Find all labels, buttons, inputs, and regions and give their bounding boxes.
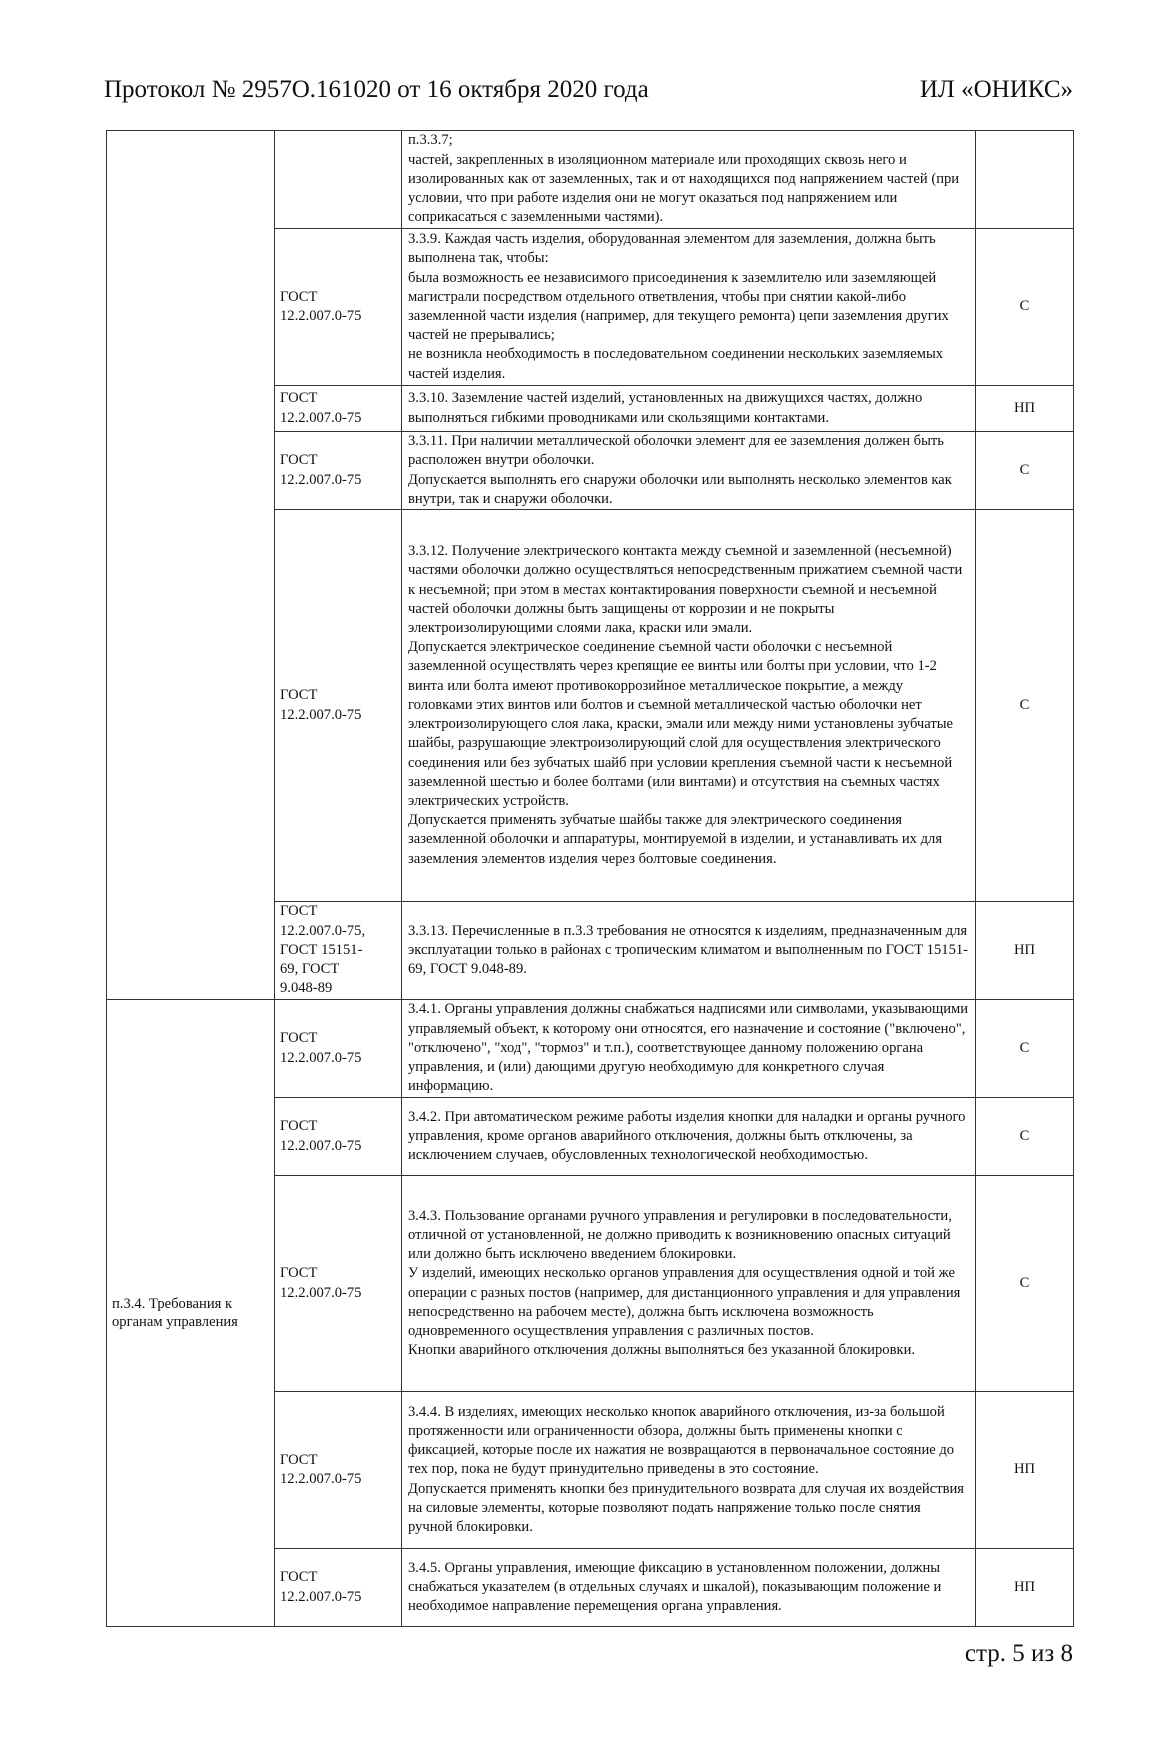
gost-reference-cell bbox=[275, 131, 402, 229]
gost-reference-line: 12.2.007.0-75 bbox=[280, 1284, 362, 1301]
compliance-result-cell: НП bbox=[976, 386, 1074, 432]
requirement-paragraph: Кнопки аварийного отключения должны выполняться без указанной блокировки. bbox=[408, 1342, 916, 1359]
gost-reference-line: 12.2.007.0-75 bbox=[280, 409, 362, 426]
gost-reference-line: 12.2.007.0-75 bbox=[280, 1049, 362, 1066]
requirement-text-cell bbox=[402, 1549, 976, 1627]
gost-reference-cell bbox=[275, 510, 402, 902]
gost-reference-line: ГОСТ bbox=[280, 452, 318, 469]
compliance-result-cell: НП bbox=[976, 1392, 1074, 1549]
requirement-paragraph: 3.3.9. Каждая часть изделия, оборудованная элементом для заземления, должна быть выполнена так, чтобы: bbox=[408, 231, 936, 267]
requirement-paragraph: 3.4.3. Пользование органами ручного управления и регулировки в последовательности, отличной от установленной, не должно приводить к возникновению опасных ситуаций или должно быть исключено введением блокировки. bbox=[408, 1207, 952, 1263]
requirement-text-cell bbox=[402, 131, 976, 229]
requirement-paragraph: 3.3.11. При наличии металлической оболочки элемент для ее заземления должен быть расположен внутри оболочки. bbox=[408, 433, 944, 469]
gost-reference-line: 12.2.007.0-75 bbox=[280, 1471, 362, 1487]
requirements-table bbox=[106, 130, 1074, 1627]
gost-reference-cell bbox=[275, 1549, 402, 1627]
page-header bbox=[104, 72, 1073, 108]
requirement-text-cell bbox=[402, 902, 976, 1000]
gost-reference-line: ГОСТ 15151- bbox=[280, 941, 363, 958]
requirement-paragraph: не возникла необходимость в последовательном соединении нескольких заземляемых частей изделия. bbox=[408, 346, 944, 382]
compliance-result-cell: С bbox=[976, 1098, 1074, 1176]
protocol-title: Протокол № 2957О.161020 от 16 октября 2020 года bbox=[104, 76, 649, 103]
gost-reference-line: 12.2.007.0-75, bbox=[280, 922, 366, 939]
requirement-paragraph: частей, закрепленных в изоляционном материале или проходящих сквозь него и изолированных как от заземленных, так и от находящихся под напряжением частей (при условии, что при работе изделия они не могут оказаться под напряжением или соприкасаться с заземленными частями). bbox=[408, 151, 960, 226]
gost-reference-line: ГОСТ bbox=[280, 1569, 318, 1586]
requirement-paragraph: Допускается применять кнопки без принудительного возврата для случая их воздействия на силовые элементы, которые позволяют подать напряжение только после снятия ручной блокировки. bbox=[408, 1480, 965, 1535]
requirement-text-cell bbox=[402, 229, 976, 386]
gost-reference-line: ГОСТ bbox=[280, 687, 318, 704]
requirement-text-cell bbox=[402, 1098, 976, 1176]
section-title-cell: п.3.4. Требования к органам управления bbox=[107, 1000, 275, 1627]
requirements-table-wrap bbox=[106, 130, 1073, 1627]
requirement-text-cell bbox=[402, 386, 976, 432]
gost-reference-line: ГОСТ bbox=[280, 903, 318, 920]
requirement-paragraph: У изделий, имеющих несколько органов управления для осуществления одной и той же операции с разных постов (например, для дистанционного управления и для управления непосредственно на рабочем месте), должна быть исключена возможность одновременного осуществления управления с различных постов. bbox=[408, 1265, 961, 1339]
gost-reference-line: ГОСТ bbox=[280, 288, 318, 305]
lab-name: ИЛ «ОНИКС» bbox=[919, 76, 1073, 103]
table-row bbox=[107, 1000, 1074, 1098]
requirement-text-cell bbox=[402, 1000, 976, 1098]
gost-reference-line: 12.2.007.0-75 bbox=[280, 308, 362, 324]
gost-reference-cell bbox=[275, 902, 402, 1000]
gost-reference-cell bbox=[275, 1392, 402, 1549]
gost-reference-cell bbox=[275, 229, 402, 386]
requirement-paragraph: Допускается применять зубчатые шайбы также для электрического соединения заземленной оболочки и аппаратуры, монтируемой в изделии, и устанавливать их для заземления элементов изделия через болтовые соединения. bbox=[408, 812, 943, 867]
gost-reference-cell bbox=[275, 1098, 402, 1176]
gost-reference-line: ГОСТ bbox=[280, 1030, 318, 1047]
compliance-result-cell: С bbox=[976, 229, 1074, 386]
requirement-paragraph: 3.3.13. Перечисленные в п.3.3 требования не относятся к изделиям, предназначенным для эксплуатации только в районах с тропическим климатом и выполненным по ГОСТ 15151-69, ГОСТ 9.048-89. bbox=[408, 922, 969, 978]
gost-reference-cell bbox=[275, 432, 402, 510]
requirement-paragraph: 3.4.2. При автоматическом режиме работы изделия кнопки для наладки и органы ручного управления, кроме органов аварийного отключения, должны быть отключены, за исключением случаев, обусловленных технологической необходимостью. bbox=[408, 1108, 966, 1164]
gost-reference-line: 69, ГОСТ bbox=[280, 961, 340, 978]
compliance-result-cell: С bbox=[976, 510, 1074, 902]
gost-reference-cell bbox=[275, 1176, 402, 1392]
requirement-paragraph: 3.3.10. Заземление частей изделий, установленных на движущихся частях, должно выполняться гибкими проводниками или скользящими контактами. bbox=[408, 390, 923, 426]
compliance-result-cell: НП bbox=[976, 902, 1074, 1000]
gost-reference-line: ГОСТ bbox=[280, 1451, 318, 1468]
requirement-paragraph: 3.4.5. Органы управления, имеющие фиксацию в установленном положении, должны снабжаться указателем (в отдельных случаях и шкалой), показывающим положение и необходимое направление перемещения органа управления. bbox=[408, 1559, 942, 1615]
gost-reference-line: 12.2.007.0-75 bbox=[280, 706, 362, 723]
gost-reference-cell bbox=[275, 1000, 402, 1098]
requirement-text-cell bbox=[402, 432, 976, 510]
page-number: стр. 5 из 8 bbox=[964, 1640, 1073, 1667]
requirement-paragraph: Допускается выполнять его снаружи оболочки или выполнять несколько элементов как внутри, так и снаружи оболочки. bbox=[408, 471, 952, 507]
gost-reference-line: 12.2.007.0-75 bbox=[280, 471, 362, 488]
compliance-result-cell: С bbox=[976, 1000, 1074, 1098]
compliance-result-cell: С bbox=[976, 432, 1074, 510]
requirements-table-body bbox=[107, 131, 1074, 1627]
gost-reference-cell bbox=[275, 386, 402, 432]
compliance-result-cell: НП bbox=[976, 1549, 1074, 1627]
gost-reference-line: 12.2.007.0-75 bbox=[280, 1137, 362, 1154]
table-row bbox=[107, 131, 1074, 229]
requirement-paragraph: 3.3.12. Получение электрического контакта между съемной и заземленной (несъемной) частями оболочки должно осуществляться непосредственным прижатием съемной части к несъемной; при этом в местах контактирования поверхности съемной и несъемной частей оболочки должны быть защищены от коррозии и не покрыты электроизолирующими слоями лака, краски или эмали. bbox=[408, 543, 963, 637]
requirement-paragraph: была возможность ее независимого присоединения к заземлителю или заземляющей магистрали посредством отдельного ответвления, чтобы при снятии какой-либо заземленной части изделия (например, для текущего ремонта) цепи заземления других частей не прерывались; bbox=[408, 269, 949, 344]
compliance-result-cell: С bbox=[976, 1176, 1074, 1392]
gost-reference-line: ГОСТ bbox=[280, 1118, 318, 1135]
gost-reference-line: 12.2.007.0-75 bbox=[280, 1588, 362, 1605]
compliance-result-cell bbox=[976, 131, 1074, 229]
requirement-text-cell bbox=[402, 1176, 976, 1392]
requirement-paragraph: 3.4.4. В изделиях, имеющих несколько кнопок аварийного отключения, из-за большой протяженности или ограниченности обзора, должны быть применены кнопки с фиксацией, которые после их нажатия не возвращаются в первоначальное состояние до тех пор, пока не будут принудительно приведены в это состояние. bbox=[408, 1403, 955, 1478]
gost-reference-line: 9.048-89 bbox=[280, 980, 333, 997]
gost-reference-line: ГОСТ bbox=[280, 390, 318, 407]
requirement-text-cell bbox=[402, 1392, 976, 1549]
section-title-cell bbox=[107, 131, 275, 1000]
gost-reference-line: ГОСТ bbox=[280, 1265, 318, 1282]
requirement-paragraph: п.3.3.7; bbox=[408, 132, 453, 149]
requirement-paragraph: 3.4.1. Органы управления должны снабжаться надписями или символами, указывающими управляемый объект, к которому они относятся, его назначение и состояние ("включено", "отключено", "ход", "тормоз" и т.п.), соответствующее данному положению органа управления, и (или) дающими другую необходимую для конкретного случая информацию. bbox=[408, 1001, 969, 1095]
requirement-text-cell bbox=[402, 510, 976, 902]
requirement-paragraph: Допускается электрическое соединение съемной части оболочки с несъемной заземленной осуществлять через крепящие ее винты или болты при условии, что 1-2 винта или болта имеют противокоррозийное металлическое покрытие, а между головками этих винтов или болтов и съемной металлической частью оболочки нет электроизолирующего слоя лака, краски, эмали или между ними установлены зубчатые шайбы, разрушающие электроизолирующий слой для осуществления электрического соединения или без зубчатых шайб при условии крепления съемной части к несъемной заземленной шестью и более болтами (или винтами) и отсутствия на съемных частях электрических устройств. bbox=[408, 639, 953, 809]
